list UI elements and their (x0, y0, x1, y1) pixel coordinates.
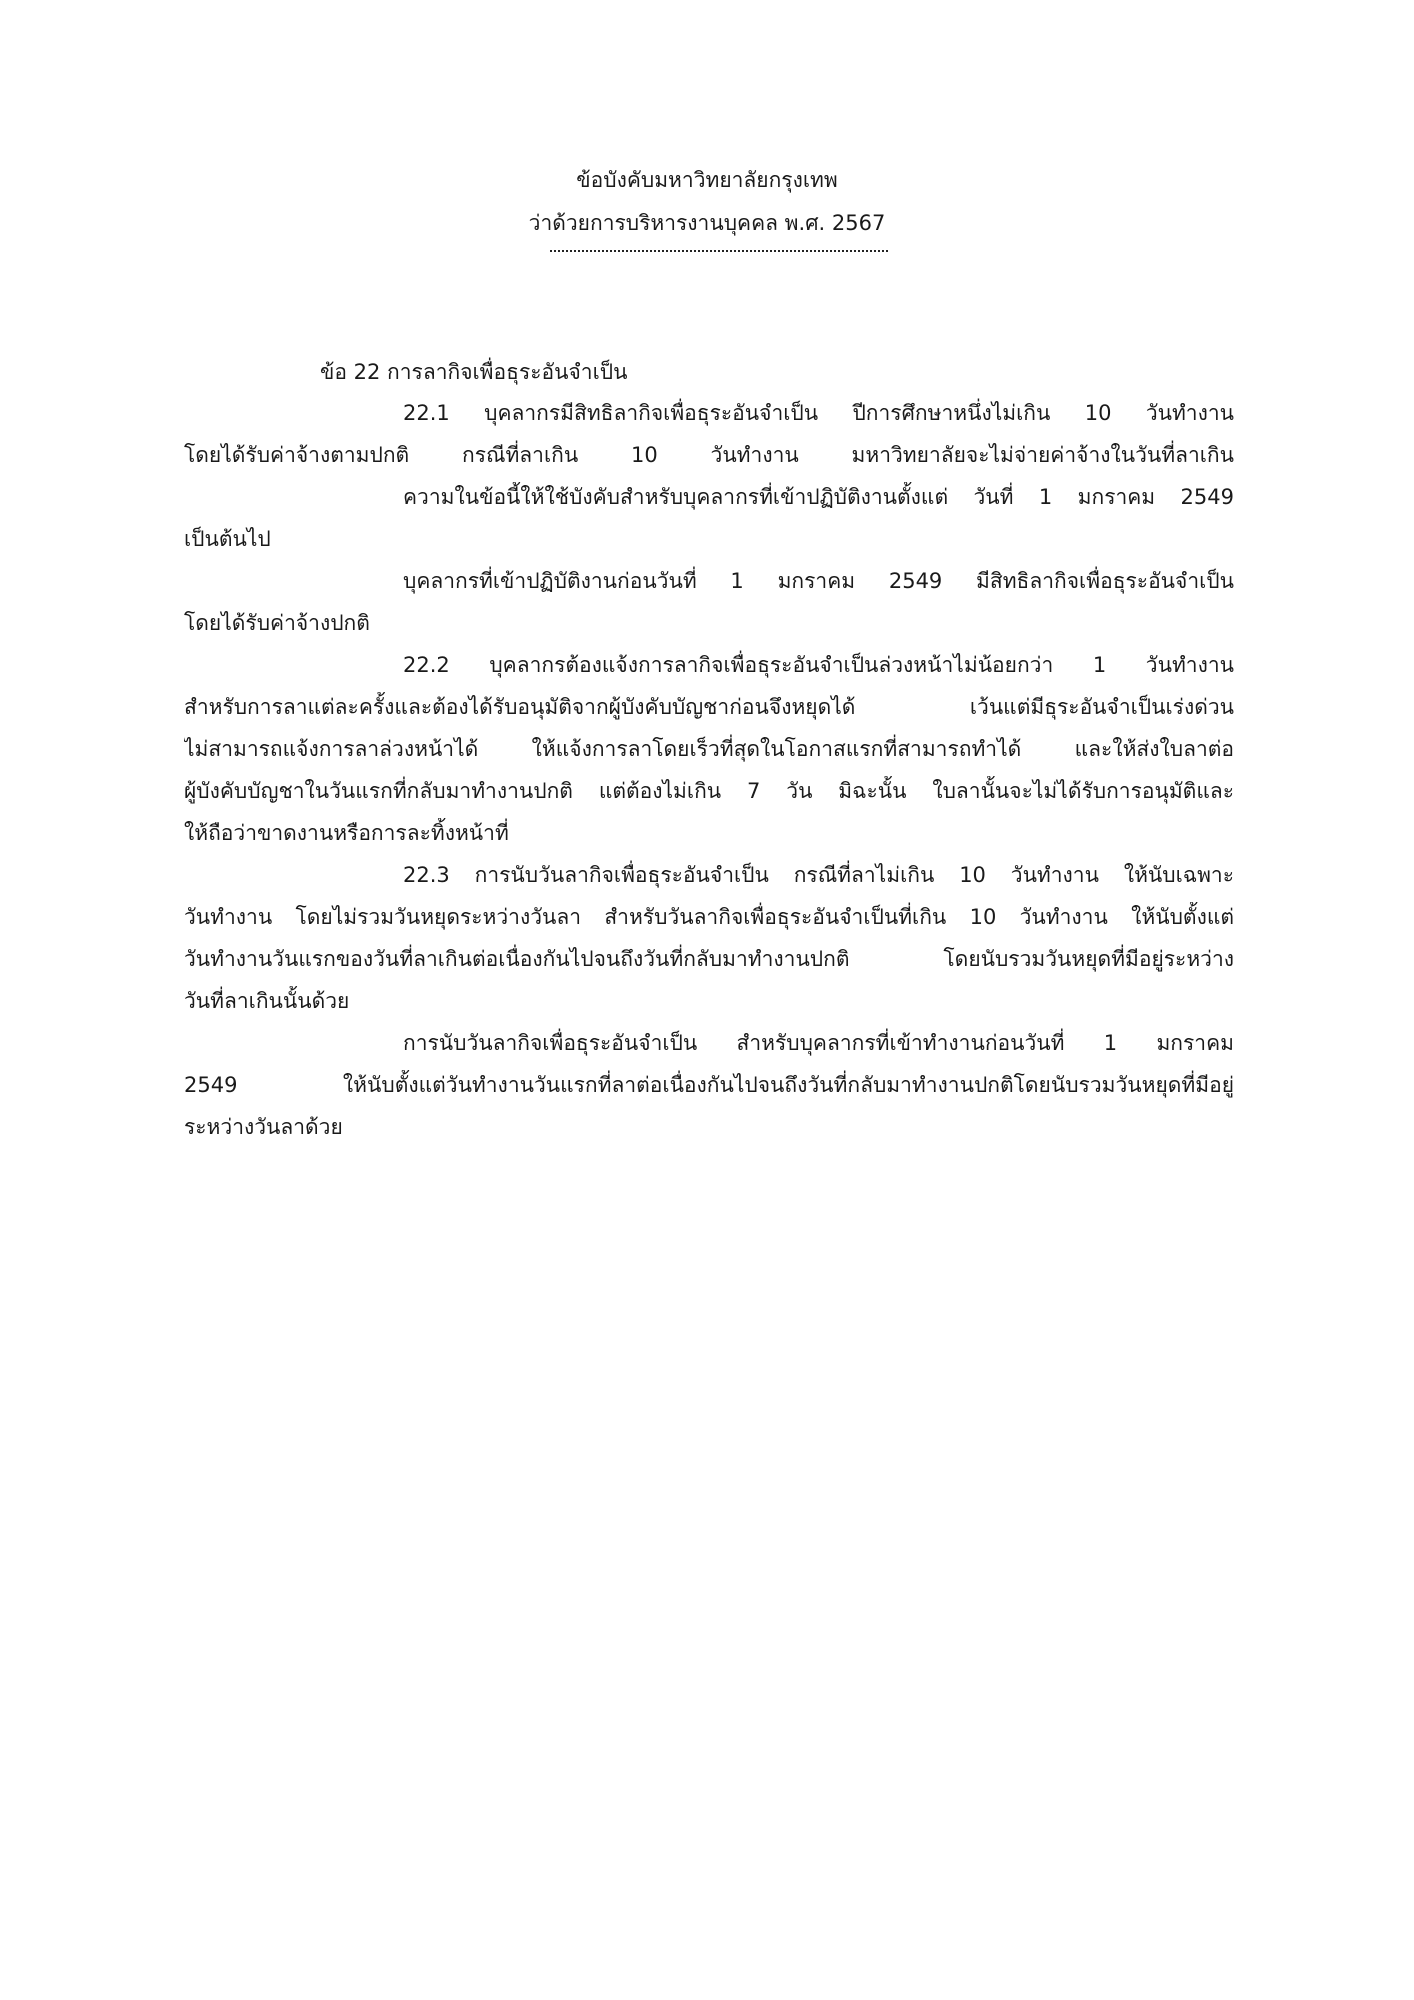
clause-heading: ข้อ 22 การลากิจเพื่อธุระอันจำเป็น (320, 360, 628, 384)
dotted-separator (550, 250, 888, 252)
paragraph-line: ระหว่างวันลาด้วย (184, 1115, 343, 1139)
document-title: ข้อบังคับมหาวิทยาลัยกรุงเทพ (576, 168, 838, 192)
paragraph-line: เป็นต้นไป (184, 527, 271, 551)
paragraph-line: โดยได้รับค่าจ้างตามปกติ กรณีที่ลาเกิน 10 วันทำงาน มหาวิทยาลัยจะไม่จ่ายค่าจ้างในวันที่ลาเกิน (184, 443, 1234, 467)
paragraph-line: 22.1 บุคลากรมีสิทธิลากิจเพื่อธุระอันจำเป็น ปีการศึกษาหนึ่งไม่เกิน 10 วันทำงาน (403, 401, 1234, 425)
paragraph-line: โดยได้รับค่าจ้างปกติ (184, 611, 370, 635)
paragraph-line: บุคลากรที่เข้าปฏิบัติงานก่อนวันที่ 1 มกราคม 2549 มีสิทธิลากิจเพื่อธุระอันจำเป็น (403, 569, 1234, 593)
paragraph-line: 22.2 บุคลากรต้องแจ้งการลากิจเพื่อธุระอันจำเป็นล่วงหน้าไม่น้อยกว่า 1 วันทำงาน (403, 653, 1234, 677)
paragraph-line: วันทำงาน โดยไม่รวมวันหยุดระหว่างวันลา สำหรับวันลากิจเพื่อธุระอันจำเป็นที่เกิน 10 วันทำงาน ให้นับตั้งแต่ (184, 905, 1234, 929)
paragraph-line: การนับวันลากิจเพื่อธุระอันจำเป็น สำหรับบุคลากรที่เข้าทำงานก่อนวันที่ 1 มกราคม (403, 1031, 1234, 1055)
document-subtitle: ว่าด้วยการบริหารงานบุคคล พ.ศ. 2567 (528, 211, 886, 235)
paragraph-line: วันที่ลาเกินนั้นด้วย (184, 989, 350, 1013)
paragraph-line: 2549 ให้นับตั้งแต่วันทำงานวันแรกที่ลาต่อเนื่องกันไปจนถึงวันที่กลับมาทำงานปกติโดยนับรวมวันหยุดที่มีอยู่ (184, 1073, 1234, 1097)
paragraph-line: สำหรับการลาแต่ละครั้งและต้องได้รับอนุมัติจากผู้บังคับบัญชาก่อนจึงหยุดได้ เว้นแต่มีธุระอันจำเป็นเร่งด่วน (184, 695, 1234, 719)
paragraph-line: 22.3 การนับวันลากิจเพื่อธุระอันจำเป็น กรณีที่ลาไม่เกิน 10 วันทำงาน ให้นับเฉพาะ (403, 863, 1234, 887)
paragraph-line: ผู้บังคับบัญชาในวันแรกที่กลับมาทำงานปกติ แต่ต้องไม่เกิน 7 วัน มิฉะนั้น ใบลานั้นจะไม่ได้รับการอนุมัติและ (184, 779, 1234, 803)
paragraph-line: วันทำงานวันแรกของวันที่ลาเกินต่อเนื่องกันไปจนถึงวันที่กลับมาทำงานปกติ โดยนับรวมวันหยุดที่มีอยู่ระหว่าง (184, 947, 1234, 971)
paragraph-line: ความในข้อนี้ให้ใช้บังคับสำหรับบุคลากรที่เข้าปฏิบัติงานตั้งแต่ วันที่ 1 มกราคม 2549 (403, 485, 1234, 509)
paragraph-line: ไม่สามารถแจ้งการลาล่วงหน้าได้ ให้แจ้งการลาโดยเร็วที่สุดในโอกาสแรกที่สามารถทำได้ และให้ส่งใบลาต่อ (184, 737, 1234, 761)
paragraph-line: ให้ถือว่าขาดงานหรือการละทิ้งหน้าที่ (184, 821, 509, 845)
